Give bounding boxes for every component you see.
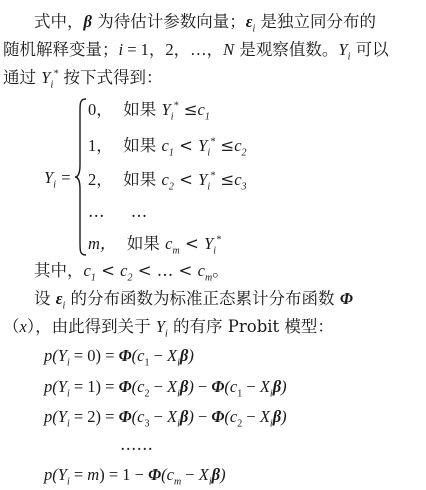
text: 式中， [34, 12, 84, 31]
one: 1 [122, 465, 131, 484]
star: * [216, 234, 222, 246]
subscript: 2 [241, 147, 247, 159]
subscript: i [269, 388, 273, 400]
case-condition: 如果 [126, 234, 166, 253]
text: 是观察值数。 [234, 40, 339, 59]
cases-lhs [44, 168, 71, 191]
text: 的分布函数为标准正态累计分布函数 [65, 289, 340, 308]
subscript: i [66, 357, 70, 369]
probit-eq-m: $p(Y_i = m) = 1 - \Phi(c_m - X_i\beta)$ [44, 465, 226, 488]
para2: 其中，$c_1 < c_2$ < … < $c_m$。 [34, 261, 229, 284]
subscript: m [172, 245, 180, 257]
case-row-2: 2， 如果 $c_2 < Y_i^* \le c_3$ [88, 170, 247, 193]
y-symbol: Y [44, 168, 54, 187]
case-condition: … [130, 202, 148, 221]
case-value: 0， [88, 100, 113, 119]
star: * [53, 68, 59, 80]
phi-symbol: Φ [339, 289, 353, 308]
subscript: i [66, 418, 70, 430]
probit-eq-2: $p(Y_i = 2) = \Phi(c_3 - X_i\beta) - \Phi(c_2 - X_i\beta)$ [44, 407, 287, 430]
subscript: 1 [168, 147, 174, 159]
y-symbol: Y [57, 346, 67, 365]
text: = 1，2，…， [123, 40, 224, 59]
subscript: 1 [237, 388, 243, 400]
text: 其中， [34, 261, 84, 280]
beta-symbol: β [272, 407, 282, 426]
c-symbol: c [137, 407, 145, 426]
case-value: 2， [88, 170, 113, 189]
text: 为待估计参数向量； [91, 12, 246, 31]
c-symbol: c [161, 170, 169, 189]
para1-line2 [3, 40, 389, 63]
c-symbol: c [229, 407, 238, 426]
subscript: i [50, 79, 54, 91]
star: * [173, 100, 179, 112]
phi-symbol: Φ [118, 377, 132, 396]
subscript: m [173, 476, 182, 488]
y-symbol: Y [57, 377, 67, 396]
text: 。 [212, 261, 229, 280]
text: 可以 [350, 40, 389, 59]
y-symbol: Y [198, 136, 208, 155]
subscript: i [177, 357, 180, 369]
equals-sign: = [61, 168, 71, 187]
case-condition: 如果 [123, 136, 162, 155]
beta-symbol: β [179, 377, 189, 396]
subscript: i [170, 111, 174, 123]
probit-ellipsis [120, 435, 153, 455]
c-symbol: c [83, 261, 91, 280]
text: 按下式得到： [58, 68, 163, 87]
beta-symbol: β [179, 346, 189, 365]
epsilon-symbol: ε [55, 289, 63, 308]
para3-line1 [34, 289, 353, 312]
c-symbol: c [165, 234, 173, 253]
case-row-1: 1， 如果 $c_1 < Y_i^* \le c_2$ [88, 136, 247, 159]
phi-symbol: Φ [148, 465, 162, 484]
para3-line2 [3, 317, 334, 340]
text: 随机解释变量； [3, 40, 119, 59]
c-symbol: c [166, 465, 174, 484]
subscript: i [207, 147, 211, 159]
text: ），由此得到关于 [26, 317, 156, 336]
x-symbol: X [167, 407, 178, 426]
c-symbol: c [234, 170, 242, 189]
c-symbol: c [234, 136, 242, 155]
subscript: i [53, 179, 56, 191]
star: * [210, 136, 216, 148]
case-value: m， [88, 234, 117, 253]
m-symbol: m [87, 465, 100, 484]
x-symbol: X [259, 377, 270, 396]
c-symbol: c [197, 261, 205, 280]
case-row-3 [88, 202, 147, 222]
subscript: i [177, 418, 180, 430]
index-symbol: i [118, 40, 124, 59]
subscript: 1 [90, 272, 96, 284]
c-symbol: c [137, 346, 145, 365]
text: 是独立同分布的 [255, 12, 377, 31]
probit-eq-0: $p(Y_i = 0) = \Phi(c_1 - X_i\beta)$ [44, 346, 194, 369]
beta-symbol: β [179, 407, 189, 426]
phi-symbol: Φ [118, 407, 132, 426]
para1-line3 [3, 68, 163, 91]
subscript: i [347, 51, 351, 63]
text: 通过 [3, 68, 42, 87]
p-symbol: p [44, 407, 53, 426]
x-symbol: X [198, 465, 209, 484]
subscript: i [66, 476, 70, 488]
subscript: 3 [144, 418, 150, 430]
subscript: i [252, 23, 256, 35]
beta-symbol: β [83, 12, 92, 31]
y-symbol: Y [155, 317, 166, 336]
text: 设 [34, 289, 56, 308]
subscript: 3 [241, 181, 247, 193]
x-symbol: x [19, 317, 27, 336]
n-symbol: N [223, 40, 235, 59]
subscript: 2 [127, 272, 133, 284]
subscript: i [66, 388, 70, 400]
p-symbol: p [44, 465, 53, 484]
phi-symbol: Φ [211, 407, 225, 426]
subscript: i [208, 476, 212, 488]
star: * [210, 170, 216, 182]
case-value: … [88, 202, 105, 221]
case-row-0: 0， 如果 $Y_i^* \le c_1$ [88, 100, 210, 123]
text: （ [3, 317, 20, 336]
probit-eq-1: $p(Y_i = 1) = \Phi(c_2 - X_i\beta) - \Phi(c_1 - X_i\beta)$ [44, 377, 287, 400]
y-symbol: Y [57, 465, 67, 484]
x-symbol: X [167, 346, 178, 365]
x-symbol: X [259, 407, 270, 426]
case-condition: 如果 [123, 100, 162, 119]
c-symbol: c [120, 261, 128, 280]
y-symbol: Y [338, 40, 348, 59]
ellipsis: …… [120, 435, 153, 454]
p-symbol: p [44, 377, 53, 396]
subscript: i [165, 328, 168, 340]
y-symbol: Y [161, 100, 171, 119]
y-symbol: Y [198, 170, 208, 189]
case-condition: 如果 [123, 170, 162, 189]
c-symbol: c [229, 377, 238, 396]
beta-symbol: β [211, 465, 221, 484]
c-symbol: c [161, 136, 169, 155]
p-symbol: p [44, 346, 53, 365]
subscript: m [204, 272, 213, 284]
subscript: i [177, 388, 180, 400]
para1-line1 [34, 12, 377, 35]
subscript: 1 [204, 111, 210, 123]
subscript: i [207, 181, 211, 193]
subscript: 2 [237, 418, 243, 430]
subscript: 2 [168, 181, 174, 193]
left-brace [74, 97, 88, 257]
text: 的有序 Probit 模型： [167, 317, 334, 336]
subscript: 1 [144, 357, 150, 369]
subscript: 2 [144, 388, 150, 400]
case-row-4: m， 如果 $c_m < Y_i^*$ [88, 234, 222, 257]
subscript: i [269, 418, 273, 430]
epsilon-symbol: ε [245, 12, 253, 31]
subscript: i [213, 245, 217, 257]
phi-symbol: Φ [118, 346, 132, 365]
beta-symbol: β [272, 377, 282, 396]
c-symbol: c [137, 377, 145, 396]
case-value: 1， [88, 136, 113, 155]
x-symbol: X [167, 377, 178, 396]
y-symbol: Y [204, 234, 214, 253]
c-symbol: c [197, 100, 205, 119]
y-symbol: Y [57, 407, 67, 426]
subscript: i [62, 300, 66, 312]
phi-symbol: Φ [211, 377, 225, 396]
y-symbol: Y [41, 68, 51, 87]
